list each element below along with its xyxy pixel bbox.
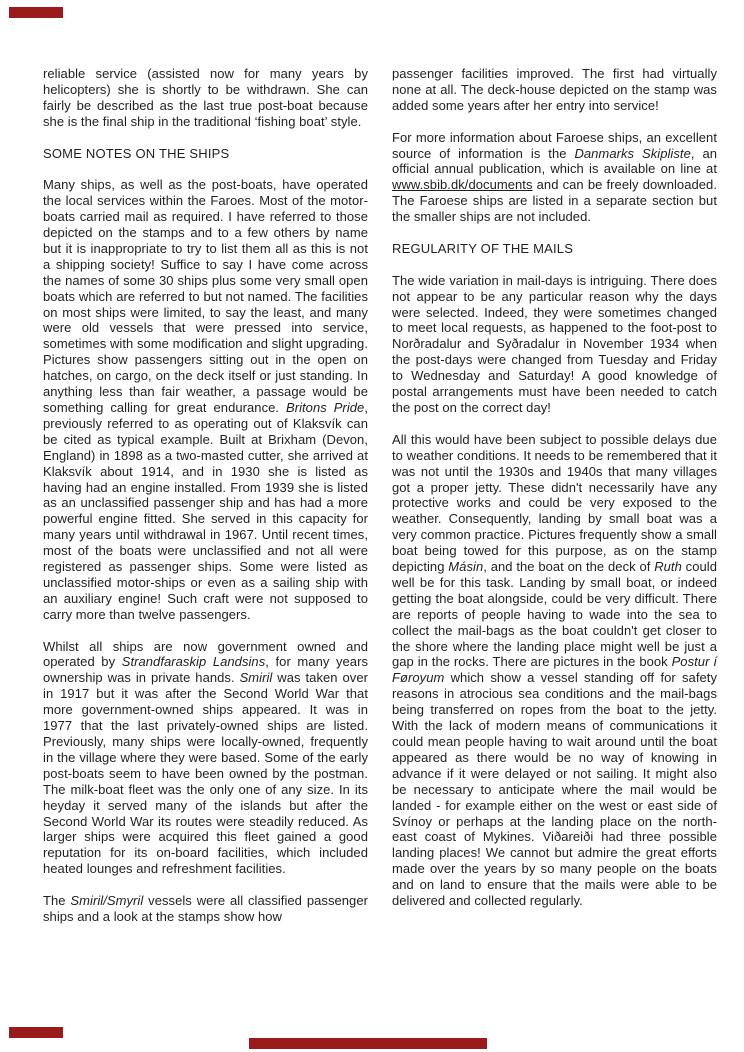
body-text: , and the boat on the deck of xyxy=(483,559,655,575)
body-text: could well be for this task. Landing by small boat, or indeed getting the boat alongside, could be very difficult. There are reports of people having to wade into the sea to collect the mail-bags as the boat couldn't get closer to the shore where the landing place might well be just a gap in the rocks. There are pictures in the book xyxy=(392,559,717,670)
redaction-bar-footer-center xyxy=(249,1038,487,1049)
body-text: Whilst all ships are now government owned and operated by xyxy=(43,638,368,670)
body-text: , previously referred to as operating out of Klaksvík can be cited as typical example. Built at Brixham (Devon, England) in 1898 as a two-masted cutter, she arrived at Klaksvík about 1914, and in 1930 she is listed as having had an engine installed. From 1939 she is listed as an unclassified passenger ship and has had a more powerful engine fitted. She served in this capacity for many years until withdrawal in 1967. Until recent times, most of the boats were unclassified and not all were registered as passenger ships. Some were listed as unclassified motor-ships or even as a sailing ship with an auxiliary engine! Such craft were not supposed to carry more than twelve passengers. xyxy=(43,400,368,622)
body-text: vessels were all classified passenger ships and a look at the stamps show how xyxy=(43,893,368,924)
body-text: All this would have been subject to possible delays due to weather conditions. It needs to be remembered that it was not until the 1930s and 1940s that many villages got a proper jetty. These didn't necessarily have any protective works and could be very exposed to the weather. Consequently, landing by small boat was a very common practice. Pictures frequently show a small boat being towed for this purpose, as on the stamp depicting xyxy=(392,431,717,575)
document-link: www.sbib.dk/documents xyxy=(392,177,533,193)
paragraph xyxy=(43,66,368,130)
body-text: passenger facilities improved. The first had virtually none at all. The deck-house depicted on the stamp was added some years after her entry into service! xyxy=(392,66,717,113)
paragraph xyxy=(43,639,368,878)
italic-text: Strandfaraskip Landsins xyxy=(121,654,266,670)
redaction-bar-footer-left xyxy=(9,1027,63,1038)
italic-text: Másin xyxy=(448,559,484,575)
body-text: , for many years ownership was in private hands. xyxy=(43,654,369,686)
body-text: For more information about Faroese ships, an excellent source of information is the xyxy=(392,129,717,161)
paragraph xyxy=(43,177,368,622)
body-text: Many ships, as well as the post-boats, have operated the local services within the Faroes. Most of the motor-boats carried mail as required. I have referred to those depicted on the stamps and to a few others by name but it is inappropriate to try to list them all as this is not a shipping society! Suffice to say I have come across the names of some 30 ships plus some very small open boats which are referred to but not named. The facilities on most ships were limited, to say the least, and many were old vessels that were pressed into service, sometimes with some modification and slight upgrading. Pictures show passengers sitting out in the open on hatches, on cargo, on the deck itself or just standing. In anything less than fair weather, a passage would be something calling for great endurance. xyxy=(43,177,368,415)
column-left xyxy=(43,66,368,941)
column-right xyxy=(392,66,717,941)
paragraph xyxy=(392,432,717,909)
italic-text: Postur í Føroyum xyxy=(392,654,717,686)
body-text: The xyxy=(43,893,71,909)
body-text: and can be freely downloaded. The Faroese ships are listed in a separate section but the smaller ships are not included. xyxy=(392,177,717,225)
section-heading: SOME NOTES ON THE SHIPS xyxy=(43,145,230,161)
italic-text: Smiril/Smyril xyxy=(70,893,144,909)
redaction-bar-header xyxy=(9,7,63,18)
paragraph xyxy=(392,130,717,225)
italic-text: Smiril xyxy=(239,670,273,686)
body-text: , an official annual publication, which is available on line at xyxy=(392,145,718,177)
paragraph xyxy=(392,273,717,416)
body-text: which show a vessel standing off for safety reasons in atrocious sea conditions and the mail-bags being transferred on ropes from the boat to the jetty. With the lack of modern means of communications it could mean people having to wait around until the boat appeared as there would be no way of knowing in advance if it were delayed or not sailing. It might also be necessary to anticipate where the mail would be landed - for example either on the west or east side of Svínoy or perhaps at the landing place on the north-east coast of Mykines. Viðareiði had three possible landing places! We cannot but admire the great efforts made over the years by so many people on the boats and on land to ensure that the mails were able to be delivered and collected regularly. xyxy=(392,670,717,909)
paragraph xyxy=(43,893,368,925)
section-heading: REGULARITY OF THE MAILS xyxy=(392,240,574,256)
body-text: The wide variation in mail-days is intriguing. There does not appear to be any particular reason why the days were selected. Indeed, they were sometimes changed to meet local requests, as happened to the foot-post to Norðradalur and Syðradalur in November 1934 when the post-days were changed from Tuesday and Friday to Wednesday and Saturday! A good knowledge of postal arrangements must have been needed to catch the post on the correct day! xyxy=(392,272,717,415)
italic-text: Danmarks Skipliste xyxy=(574,145,691,161)
body-text: reliable service (assisted now for many years by helicopters) she is shortly to be withdrawn. She can fairly be described as the last true post-boat because she is the final ship in the traditional ‘fishing boat’ style. xyxy=(43,66,368,129)
text-columns xyxy=(43,66,717,941)
body-text: was taken over in 1917 but it was after the Second World War that more government-owned ships appeared. It was in 1977 that the last privately-owned ships are listed. Previously, many ships were locally-owned, frequently in the village where they were based. Some of the early post-boats seem to have been owned by the postman. The milk-boat fleet was the only one of any size. In its heyday it served many of the islands but after the Second World War its routes were steadily reduced. As larger ships were acquired this fleet gained a good reputation for its on-board facilities, which included heated lounges and refreshment facilities. xyxy=(43,670,368,877)
paragraph xyxy=(392,66,717,114)
italic-text: Britons Pride xyxy=(285,400,365,415)
italic-text: Ruth xyxy=(654,559,682,575)
